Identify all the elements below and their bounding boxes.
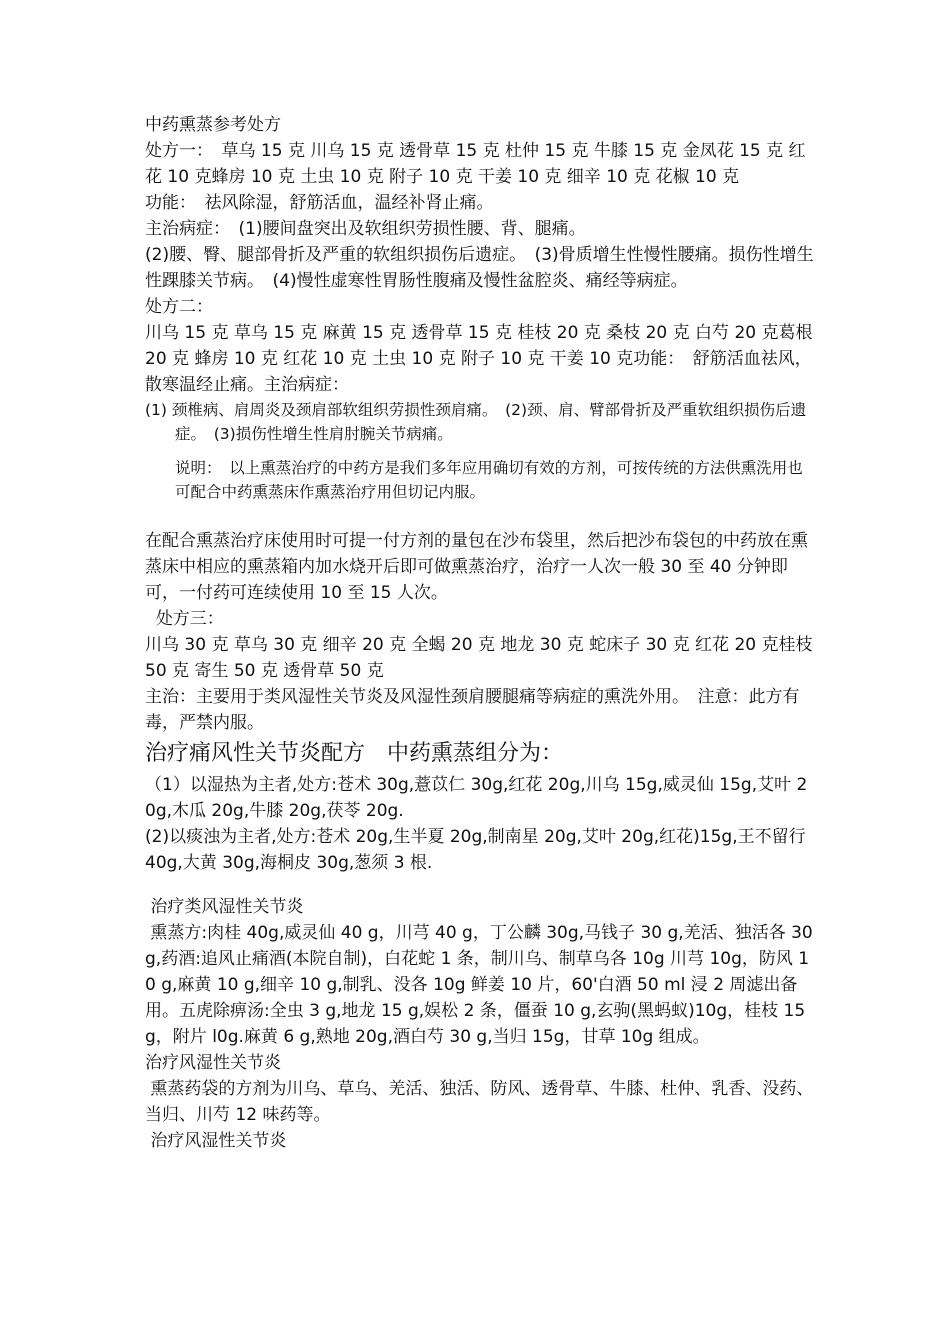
usage-instructions: 在配合熏蒸治疗床使用时可提一付方剂的量包在沙布袋里，然后把沙布袋包的中药放在熏蒸床中相应的熏蒸箱内加水烧开后即可做熏蒸治疗，治疗一人次一般 30 至 40 分钟即可，一付药可连续使用 10 至 15 人次。 — [145, 531, 808, 603]
prescription-3-label: 处方三： — [145, 609, 224, 629]
document-title: 中药熏蒸参考处方 — [145, 115, 281, 135]
gout-section-heading: 治疗痛风性关节炎配方 中药熏蒸组分为： — [145, 741, 564, 766]
document-page — [145, 112, 817, 1154]
prescription-3-indications: 主治：主要用于类风湿性关节炎及风湿性颈肩腰腿痛等病症的熏洗外用。 注意：此方有毒，严禁内服。 — [145, 687, 800, 733]
rheumatic-section-body: 熏蒸药袋的方剂为川乌、草乌、羌活、独活、防风、透骨草、牛膝、杜仲、乳香、没药、当归、川芍 12 味药等。 — [145, 1079, 814, 1125]
prescription-1-indications-continued: (2)腰、臀、腿部骨折及严重的软组织损伤后遗症。 (3)骨质增生性慢性腰痛。损伤性增生性踝膝关节病。 (4)慢性虚寒性胃肠性腹痛及慢性盆腔炎、痛经等病症。 — [145, 245, 814, 291]
prescription-2-label: 处方二： — [145, 297, 213, 317]
rheumatic-section-heading-2: 治疗风湿性关节炎 — [145, 1131, 287, 1151]
prescription-1-indications: 主治病症： (1)腰间盘突出及软组织劳损性腰、背、腿痛。 — [145, 219, 586, 239]
ra-section-body: 熏蒸方:肉桂 40g,威灵仙 40 g，川芎 40 g，丁公麟 30g,马钱子 30 g,羌活、独活各 30 g,药酒:追风止痛酒(本院自制)，白花蛇 1 条，制川乌、制草乌各 10g 川芎 10g，防风 10 g,麻黄 10 g,细辛 10 g,制乳、没各 10g 鲜姜 10 片，60'白酒 50 ml 浸 2 周滤出备用。五虎除痹汤:全虫 3 g,地龙 15 g,娱松 2 条，僵蚕 10 g,玄驹(黑蚂蚁)10g，桂枝 15g，附片 l0g.麻黄 6 g,熟地 20g,酒白芍 30 g,当归 15g，甘草 10g 组成。 — [145, 923, 819, 1047]
usage-note: 说明： 以上熏蒸治疗的中药方是我们多年应用确切有效的方剂，可按传统的方法供熏洗用也可配合中药熏蒸床作熏蒸治疗用但切记内服。 — [175, 459, 803, 501]
rheumatic-section-heading: 治疗风湿性关节炎 — [145, 1053, 281, 1073]
gout-formula-1: （1）以湿热为主者,处方:苍术 30g,薏苡仁 30g,红花 20g,川乌 15g,威灵仙 15g,艾叶 20g,木瓜 20g,牛膝 20g,茯苓 20g. — [145, 775, 808, 821]
prescription-2-indications: (1) 颈椎病、肩周炎及颈肩部软组织劳损性颈肩痛。 (2)颈、肩、臂部骨折及严重软组织损伤后遗症。 (3)损伤性增生性肩肘腕关节病痛。 — [145, 401, 807, 443]
prescription-1-function: 功能： 祛风除湿，舒筋活血，温经补肾止痛。 — [145, 193, 494, 213]
ra-section-heading: 治疗类风湿性关节炎 — [145, 897, 304, 917]
gout-formula-2: (2)以痰浊为主者,处方:苍术 20g,生半夏 20g,制南星 20g,艾叶 20g,红花)15g,王不留行 40g,大黄 30g,海桐皮 30g,葱须 3 根. — [145, 827, 811, 873]
prescription-3-body: 川乌 30 克 草乌 30 克 细辛 20 克 全蝎 20 克 地龙 30 克 蛇床子 30 克 红花 20 克桂枝 50 克 寄生 50 克 透骨草 50 克 — [145, 635, 818, 681]
prescription-1-ingredients: 处方一： 草乌 15 克 川乌 15 克 透骨草 15 克 杜仲 15 克 牛膝 15 克 金凤花 15 克 红花 10 克蜂房 10 克 土虫 10 克 附子 10 克 干姜 10 克 细辛 10 克 花椒 10 克 — [145, 141, 806, 187]
prescription-2-body: 川乌 15 克 草乌 15 克 麻黄 15 克 透骨草 15 克 桂枝 20 克 桑枝 20 克 白芍 20 克葛根 20 克 蜂房 10 克 红花 10 克 土虫 10 克 附子 10 克 干姜 10 克功能： 舒筋活血祛风，散寒温经止痛。主治病症： — [145, 323, 818, 395]
